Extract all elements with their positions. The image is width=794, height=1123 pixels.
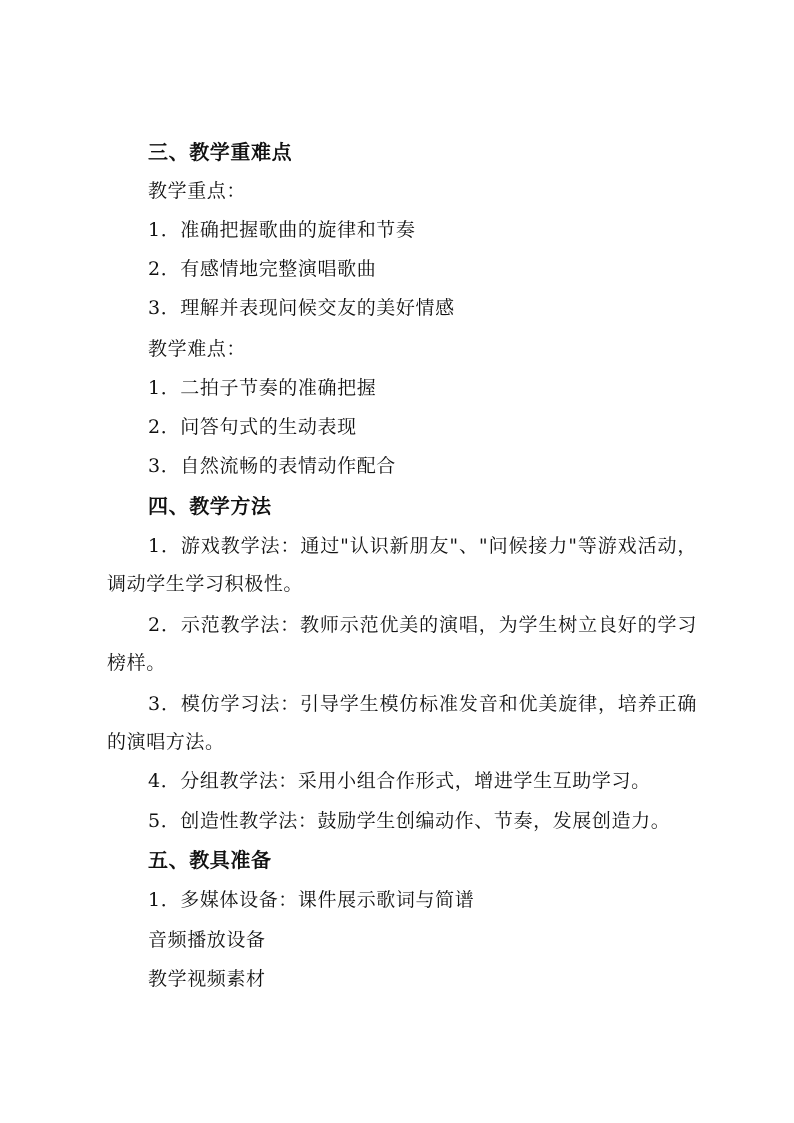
key-point-item: 3．理解并表现问候交友的美好情感	[148, 297, 455, 319]
section-heading-materials: 五、教具准备	[148, 848, 272, 872]
material-item: 音频播放设备	[148, 929, 266, 951]
key-points-label: 教学重点：	[148, 180, 247, 202]
method-paragraph: 2．示范教学法：教师示范优美的演唱，为学生树立良好的学习榜样。	[107, 614, 697, 674]
method-paragraph: 4．分组教学法：采用小组合作形式，增进学生互助学习。	[148, 770, 651, 792]
key-point-item: 2．有感情地完整演唱歌曲	[148, 258, 377, 280]
difficult-points-label: 教学难点：	[148, 338, 247, 360]
method-paragraph: 3．模仿学习法：引导学生模仿标准发音和优美旋律，培养正确的演唱方法。	[107, 693, 697, 753]
section-heading-methods: 四、教学方法	[148, 494, 272, 518]
difficult-point-item: 1．二拍子节奏的准确把握	[148, 377, 377, 399]
method-paragraph: 1．游戏教学法：通过"认识新朋友"、"问候接力"等游戏活动，调动学生学习积极性。	[107, 535, 697, 595]
key-point-item: 1．准确把握歌曲的旋律和节奏	[148, 219, 416, 241]
material-item: 1．多媒体设备：课件展示歌词与简谱	[148, 889, 475, 911]
section-heading-difficulties: 三、教学重难点	[148, 140, 293, 164]
difficult-point-item: 3．自然流畅的表情动作配合	[148, 455, 396, 477]
material-item: 教学视频素材	[148, 968, 266, 990]
method-paragraph: 5．创造性教学法：鼓励学生创编动作、节奏，发展创造力。	[148, 810, 671, 832]
difficult-point-item: 2．问答句式的生动表现	[148, 416, 357, 438]
